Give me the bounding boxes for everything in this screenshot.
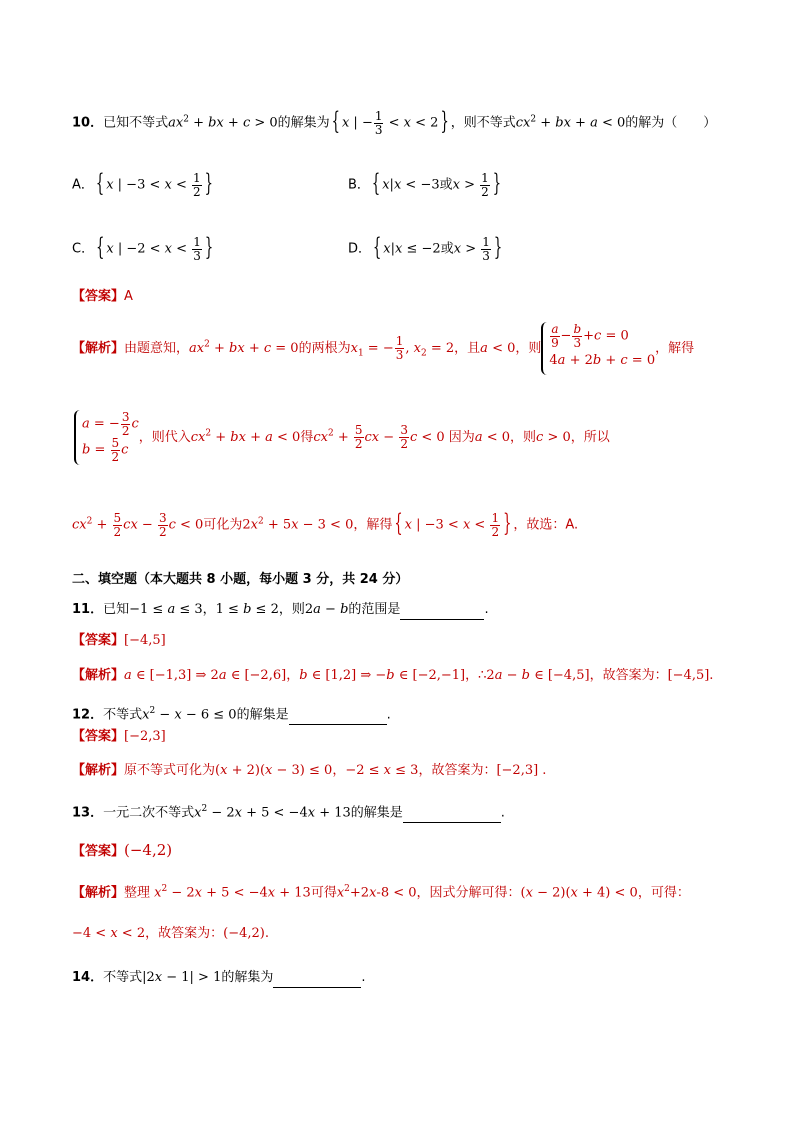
q10-option-a: A． { x | −3 < x < $\frac{1}{2}$ }: [72, 170, 213, 199]
q10-option-c: C． { x | −2 < x < $\frac{1}{3}$ }: [72, 234, 214, 263]
q12-explanation: 【解析】原不等式可化为(x + 2)(x − 3) ≤ 0，−2 ≤ x ≤ 3，故答案为：[−2,3] .: [72, 763, 547, 778]
q13-explanation-line1: 【解析】整理 $x^2 - 2x + 5 < -4x + 13$可得$x^2+2x-8 < 0$，因式分解可得：(x − 2)(x + 4) < 0，可得：: [72, 884, 690, 901]
q13-answer-blank[interactable]: [403, 804, 501, 823]
q14-answer-blank[interactable]: [273, 969, 361, 988]
section-title: 二、填空题（本大题共 8 小题，每小题 3 分，共 24 分）: [72, 572, 409, 587]
q10-stem: 10．已知不等式$ax^2$ + bx + c > 0的解集为 { x | − $\frac{1}{3}$ < x < 2 } ，则不等式$cx^2$ + bx + a < 0的解为（ ）: [72, 108, 717, 137]
q10-answer-value: A: [124, 289, 133, 304]
q10-option-b: B． { x|x < −3或x > $\frac{1}{2}$ }: [348, 170, 502, 199]
q10-explanation-line3: $cx^2$ + $\frac{5}{2}$ cx − $\frac{3}{2}$ c < 0可化为$2x^2 + 5x - 3 < 0$，解得 { x | −3 < x < $\frac{1}{2}$ } ，故选：A.: [72, 510, 579, 539]
q11-explanation: 【解析】a ∈ [−1,3] ⇒ 2a ∈ [−2,6]，b ∈ [1,2] ⇒ −b ∈ [−2,−1]，∴2a − b ∈ [−4,5]，故答案为：[−4,5].: [72, 668, 714, 683]
q14-stem: 14．不等式|2x − 1| > 1的解集为 .: [72, 969, 734, 988]
q10-explanation-line2: a = − $\frac{3}{2}$ c b = $\frac{5}{2}$ c ，则代入$cx^2$ + bx + a < 0得$cx^2$ + $\frac{5}{2}$ cx − $\frac{3}{2}$ c < 0 因为a < 0，则c > 0，所以: [74, 410, 734, 465]
q10-number: 10．: [72, 115, 104, 131]
q11-answer-blank[interactable]: [400, 601, 484, 620]
q12-answer: 【答案】[−2,3]: [72, 729, 166, 744]
q12-stem: 12．不等式$x^2 - x - 6 \le 0$的解集是 .: [72, 705, 734, 725]
q13-answer: 【答案】(−4,2): [72, 841, 173, 859]
q11-answer: 【答案】[−4,5]: [72, 633, 166, 648]
q12-answer-blank[interactable]: [289, 706, 387, 725]
q10-option-d: D． { x|x ≤ −2或x > $\frac{1}{3}$ }: [348, 234, 503, 263]
q10-answer: 【答案】A: [72, 289, 133, 304]
q13-explanation-line2: −4 < x < 2，故答案为：(−4,2).: [72, 926, 269, 941]
q11-stem: 11．已知−1 ≤ a ≤ 3，1 ≤ b ≤ 2，则2a − b的范围是 .: [72, 601, 734, 620]
q13-stem: 13．一元二次不等式$x^2 - 2x + 5 < -4x + 13$的解集是 .: [72, 803, 734, 823]
q10-explanation-line1: 【解析】由题意知，$ax^2$ + bx + c = 0的两根为$x_1$ = − $\frac{1}{3}$ , $x_2 = 2$，且a < 0，则 $\frac{a}{9}$ − $\frac{b}{3}$ +c = 0 4a + 2b + c = 0 ，解得: [72, 322, 734, 375]
